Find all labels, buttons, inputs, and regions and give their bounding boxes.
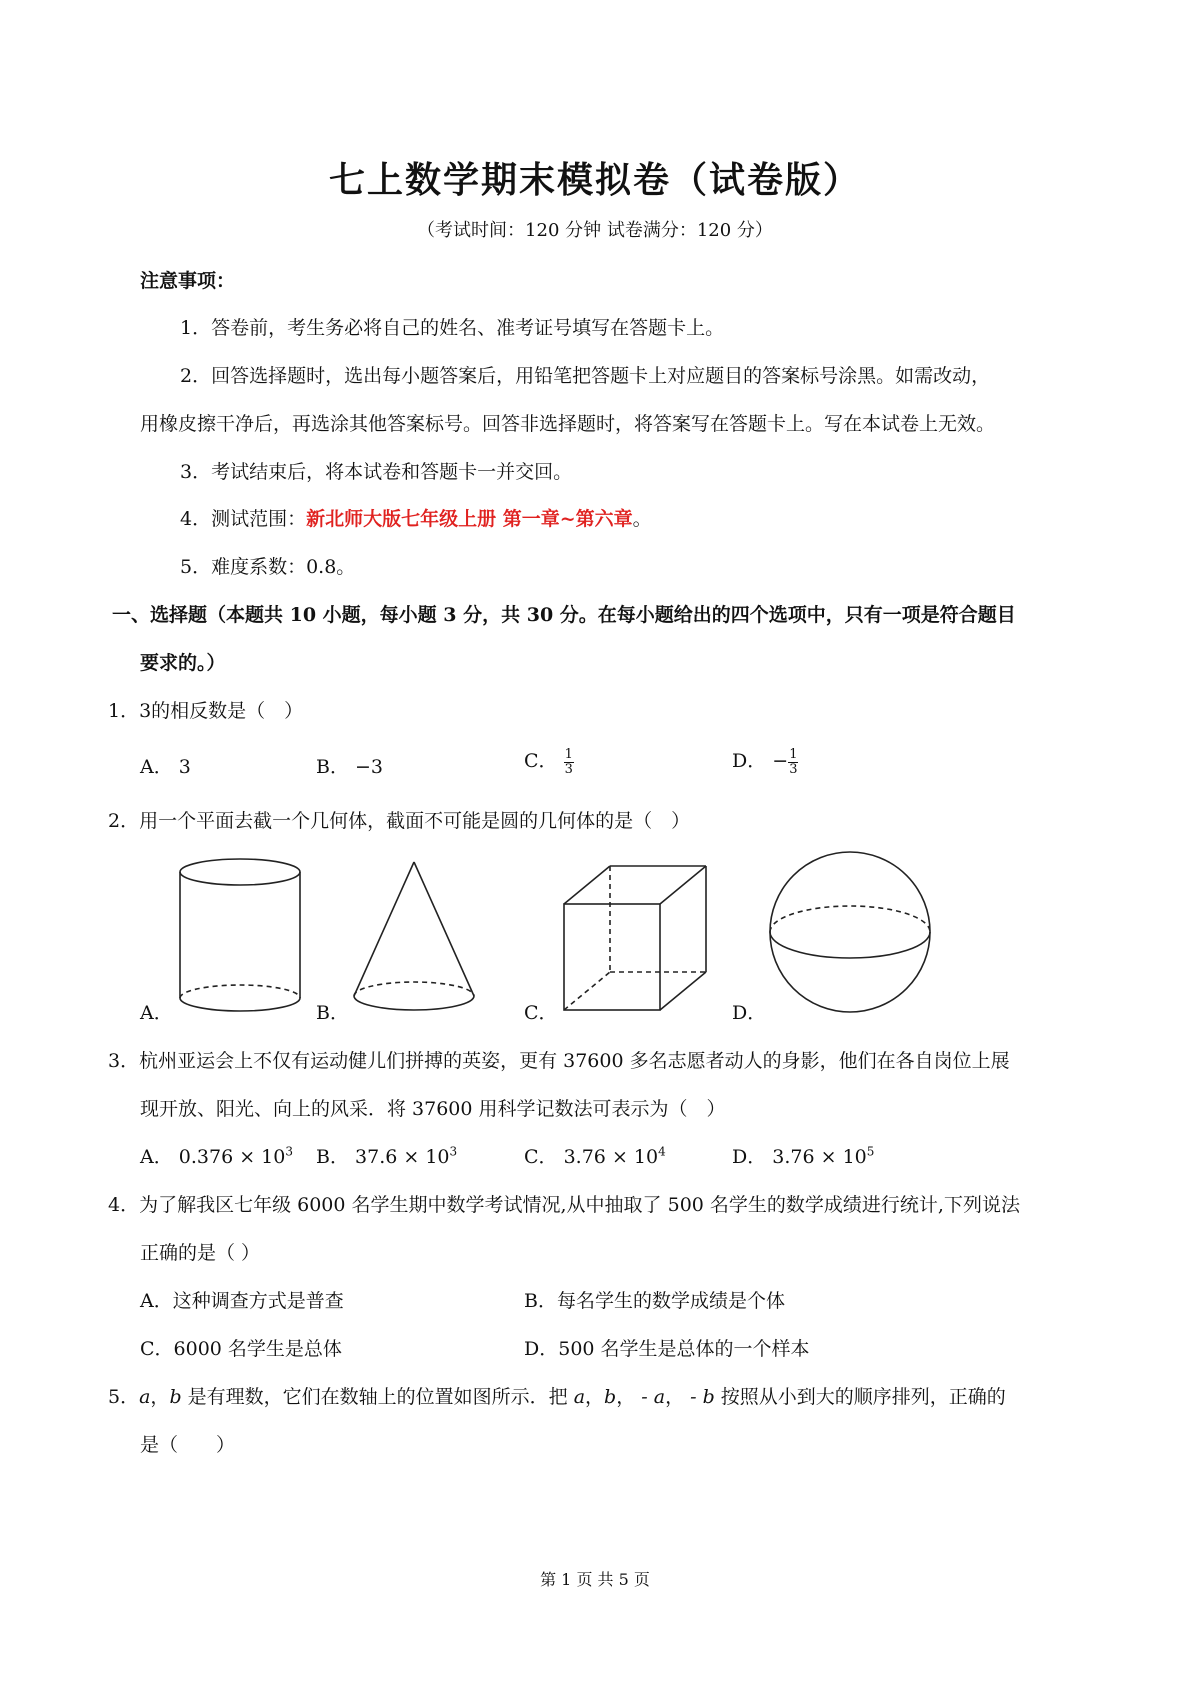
question-2-stem: 2．用一个平面去截一个几何体，截面不可能是圆的几何体的是（ ） xyxy=(108,810,691,832)
page-title: 七上数学期末模拟卷（试卷版） xyxy=(328,160,861,201)
q2-option-d: D． xyxy=(732,1002,767,1024)
scope-highlight: 新北师大版七年级上册 第一章~第六章 xyxy=(306,508,633,530)
exam-info: （考试时间：120 分钟 试卷满分：120 分） xyxy=(417,220,773,241)
question-3-stem: 3．杭州亚运会上不仅有运动健儿们拼搏的英姿，更有 37600 多名志愿者动人的身影，他们在各自岗位上展 xyxy=(108,1050,1010,1072)
q3-option-c: C． $3.76 \times 10^4$ xyxy=(524,1144,666,1168)
cube-figure xyxy=(564,866,706,1010)
cone-figure xyxy=(354,862,474,1010)
scope-label: 4．测试范围： xyxy=(180,508,307,530)
q1-option-d: D． − $\frac{1}{3}$ xyxy=(732,746,798,777)
q3-option-a: A． $0.376 \times 10^3$ xyxy=(140,1144,293,1168)
sphere-figure xyxy=(770,852,930,1012)
question-4-stem: 4．为了解我区七年级 6000 名学生期中数学考试情况,从中抽取了 500 名学生的数学成绩进行统计,下列说法 xyxy=(108,1194,1020,1216)
notice-heading: 注意事项： xyxy=(140,270,236,292)
fraction-one-third: $\frac{1}{3}$ xyxy=(789,746,798,777)
q1-option-b: B． −3 xyxy=(316,756,384,778)
notice-item-1: 1．答卷前，考生务必将自己的姓名、准考证号填写在答题卡上。 xyxy=(180,317,725,339)
question-4-stem-cont: 正确的是（ ） xyxy=(140,1242,261,1264)
q4-option-d: D．500 名学生是总体的一个样本 xyxy=(524,1338,810,1360)
q3-option-b: B． $37.6 \times 10^3$ xyxy=(316,1144,458,1168)
notice-item-2: 2．回答选择题时，选出每小题答案后，用铅笔把答题卡上对应题目的答案标号涂黑。如需改动， xyxy=(180,365,991,387)
q3-option-d: D． $3.76 \times 10^5$ xyxy=(732,1144,875,1168)
question-1-stem: 1．3的相反数是（ ） xyxy=(108,700,304,722)
q2-option-a: A． xyxy=(140,1002,173,1024)
section-heading: 一、选择题（本题共 10 小题，每小题 3 分，共 30 分。在每小题给出的四个选项中，只有一项是符合题目 xyxy=(112,604,1016,626)
fraction-one-third: $\frac{1}{3}$ xyxy=(564,746,573,777)
page-number: 第 1 页 共 5 页 xyxy=(540,1570,650,1589)
notice-item-5: 5．难度系数：0.8。 xyxy=(180,556,356,578)
scope-suffix: 。 xyxy=(632,508,652,530)
notice-item-3: 3．考试结束后，将本试卷和答题卡一并交回。 xyxy=(180,461,573,483)
q2-option-b: B． xyxy=(316,1002,349,1024)
cylinder-figure xyxy=(180,859,300,1011)
question-5-stem-cont: 是（ ） xyxy=(140,1434,236,1456)
q4-option-b: B．每名学生的数学成绩是个体 xyxy=(524,1290,785,1312)
notice-item-2-cont: 用橡皮擦干净后，再选涂其他答案标号。回答非选择题时，将答案写在答题卡上。写在本试卷上无效。 xyxy=(140,413,996,435)
q4-option-a: A．这种调查方式是普查 xyxy=(140,1290,344,1312)
section-heading-cont: 要求的。） xyxy=(140,652,226,674)
q2-option-c: C． xyxy=(524,1002,558,1024)
question-3-stem-cont: 现开放、阳光、向上的风采．将 37600 用科学记数法可表示为（ ） xyxy=(140,1098,726,1120)
q1-option-c: C． $\frac{1}{3}$ xyxy=(524,746,573,777)
q4-option-c: C．6000 名学生是总体 xyxy=(140,1338,342,1360)
q1-option-a: A． 3 xyxy=(140,756,191,778)
question-5-stem: 5．a，b 是有理数，它们在数轴上的位置如图所示．把 a，b， - a， - b 按照从小到大的顺序排列，正确的 xyxy=(108,1386,1006,1408)
